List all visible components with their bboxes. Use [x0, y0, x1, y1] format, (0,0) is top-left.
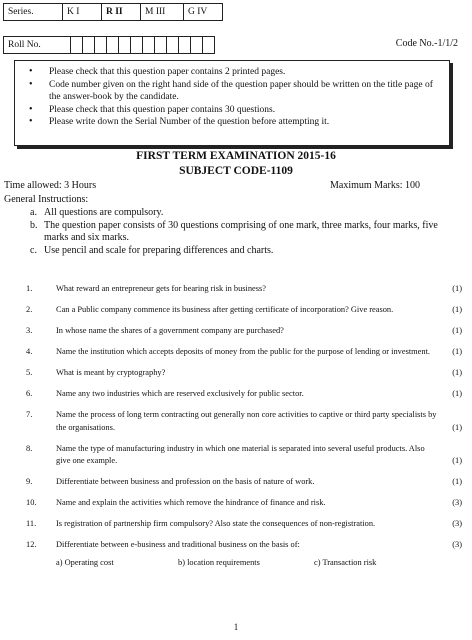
question-item [0, 518, 472, 531]
question-item [0, 388, 472, 401]
question-text-main: Differentiate between e-business and traditional business on the basis of: [56, 540, 300, 549]
question-number: 9. [26, 477, 33, 486]
instruction-text: Please write down the Serial Number of the question before attempting it. [49, 117, 330, 127]
question-text: Name the process of long term contracting out generally non core activities to captive or third party specialists by the organisations. [56, 410, 437, 432]
roll-cell [179, 37, 191, 53]
instructions-box [14, 60, 450, 146]
series-cell-1: K I [63, 4, 102, 20]
question-marks: (1) [452, 284, 462, 293]
question-number: 8. [26, 443, 33, 453]
question-text [56, 539, 438, 569]
instruction-item [29, 116, 441, 129]
roll-cell [167, 37, 179, 53]
question-number: 4. [26, 347, 33, 356]
option-b: b) location requirements [178, 557, 260, 567]
question-text: Name any two industries which are reserved exclusively for public sector. [56, 389, 304, 398]
instruction-text: Please check that this question paper contains 2 printed pages. [49, 67, 286, 77]
general-instruction-text: All questions are compulsory. [44, 207, 164, 218]
series-cell-2: R II [102, 4, 141, 20]
question-marks: (3) [452, 519, 462, 528]
question-marks: (1) [452, 389, 462, 398]
roll-cell [191, 37, 203, 53]
question-item [0, 409, 472, 434]
question-text: What is meant by cryptography? [56, 368, 166, 377]
question-marks: (3) [452, 498, 462, 507]
instruction-item [29, 66, 441, 79]
question-number: 7. [26, 410, 33, 419]
series-box [3, 3, 223, 21]
bullet-icon: • [29, 66, 33, 77]
general-instruction-item [30, 207, 440, 220]
question-text: Name and explain the activities which remove the hindrance of finance and risk. [56, 498, 326, 507]
question-item [0, 443, 472, 468]
general-instruction-text: Use pencil and scale for preparing differences and charts. [44, 244, 274, 256]
question-number: 12. [26, 540, 37, 549]
general-instruction-label: c. [30, 244, 37, 256]
question-number: 11. [26, 519, 37, 528]
time-allowed: Time allowed: 3 Hours [4, 180, 97, 191]
question-text: Name the type of manufacturing industry in which one material is separated into several useful products. Also give one example. [56, 443, 425, 465]
series-cell-4: G IV [188, 7, 208, 17]
general-instruction-item [30, 245, 440, 258]
general-instruction-label: a. [30, 207, 37, 218]
general-instruction-text: The question paper consists of 30 questions comprising of one mark, three marks, four marks, five marks and six marks. [44, 219, 438, 243]
general-instructions-list [30, 207, 440, 257]
question-number: 1. [26, 284, 33, 293]
question-item [0, 476, 472, 489]
question-number: 3. [26, 326, 33, 335]
question-text: Can a Public company commence its business after getting certificate of incorporation? Give reason. [56, 305, 394, 314]
maximum-marks: Maximum Marks: 100 [330, 180, 420, 191]
question-item [0, 367, 472, 380]
roll-cell [155, 37, 167, 53]
series-label: Series. [4, 4, 63, 20]
question-item [0, 283, 472, 296]
instruction-text: Please check that this question paper contains 30 questions. [49, 104, 276, 115]
question-marks: (1) [452, 347, 462, 356]
question-number: 2. [26, 305, 33, 314]
question-item [0, 497, 472, 510]
question-marks: (1) [452, 456, 462, 465]
subject-code: SUBJECT CODE-1109 [179, 165, 293, 177]
bullet-icon: • [29, 116, 33, 127]
question-marks: (1) [452, 477, 462, 486]
bullet-icon: • [29, 103, 33, 115]
question-marks: (1) [452, 326, 462, 335]
question-number: 5. [26, 368, 33, 377]
general-instruction-label: b. [30, 219, 38, 231]
question-marks: (1) [452, 368, 462, 377]
question-text: Is registration of partnership firm compulsory? Also state the consequences of non-registration. [56, 519, 376, 528]
roll-cell [143, 37, 155, 53]
question-options [56, 557, 438, 570]
roll-cell [107, 37, 119, 53]
general-instructions-label: General Instructions: [4, 194, 89, 205]
instruction-item [29, 79, 441, 104]
roll-label: Roll No. [4, 37, 71, 53]
question-number: 6. [26, 389, 33, 398]
code-number: Code No.-1/1/2 [395, 38, 458, 49]
instruction-item [29, 104, 441, 117]
general-instruction-item [30, 220, 440, 245]
question-text: In whose name the shares of a government company are purchased? [56, 326, 284, 335]
instructions-list [15, 61, 449, 129]
series-cell-3: M III [141, 4, 184, 20]
question-marks: (1) [452, 422, 462, 432]
roll-cell [131, 37, 143, 53]
roll-cell [83, 37, 95, 53]
question-text: Differentiate between business and profession on the basis of nature of work. [56, 477, 315, 486]
question-marks: (1) [452, 305, 462, 314]
instruction-text: Code number given on the right hand side of the question paper should be written on the title page of the answer-book by the candidate. [49, 79, 433, 102]
question-number: 10. [26, 498, 37, 507]
page-number: 1 [233, 622, 239, 632]
question-item [0, 325, 472, 338]
exam-title: FIRST TERM EXAMINATION 2015-16 [136, 150, 336, 162]
question-marks: (3) [452, 540, 462, 549]
question-item [0, 539, 472, 569]
question-text: Name the institution which accepts deposits of money from the public for the purpose of lending or investment. [56, 347, 431, 356]
roll-cell [203, 37, 214, 53]
roll-number-box [3, 36, 215, 54]
option-a: a) Operating cost [56, 557, 114, 567]
question-item [0, 304, 472, 317]
bullet-icon: • [29, 78, 33, 90]
questions-list [0, 283, 472, 578]
question-item [0, 346, 472, 359]
roll-cell [119, 37, 131, 53]
roll-cell [71, 37, 83, 53]
question-text: What reward an entrepreneur gets for bearing risk in business? [56, 284, 266, 293]
roll-cell [95, 37, 107, 53]
option-c: c) Transaction risk [314, 557, 377, 567]
